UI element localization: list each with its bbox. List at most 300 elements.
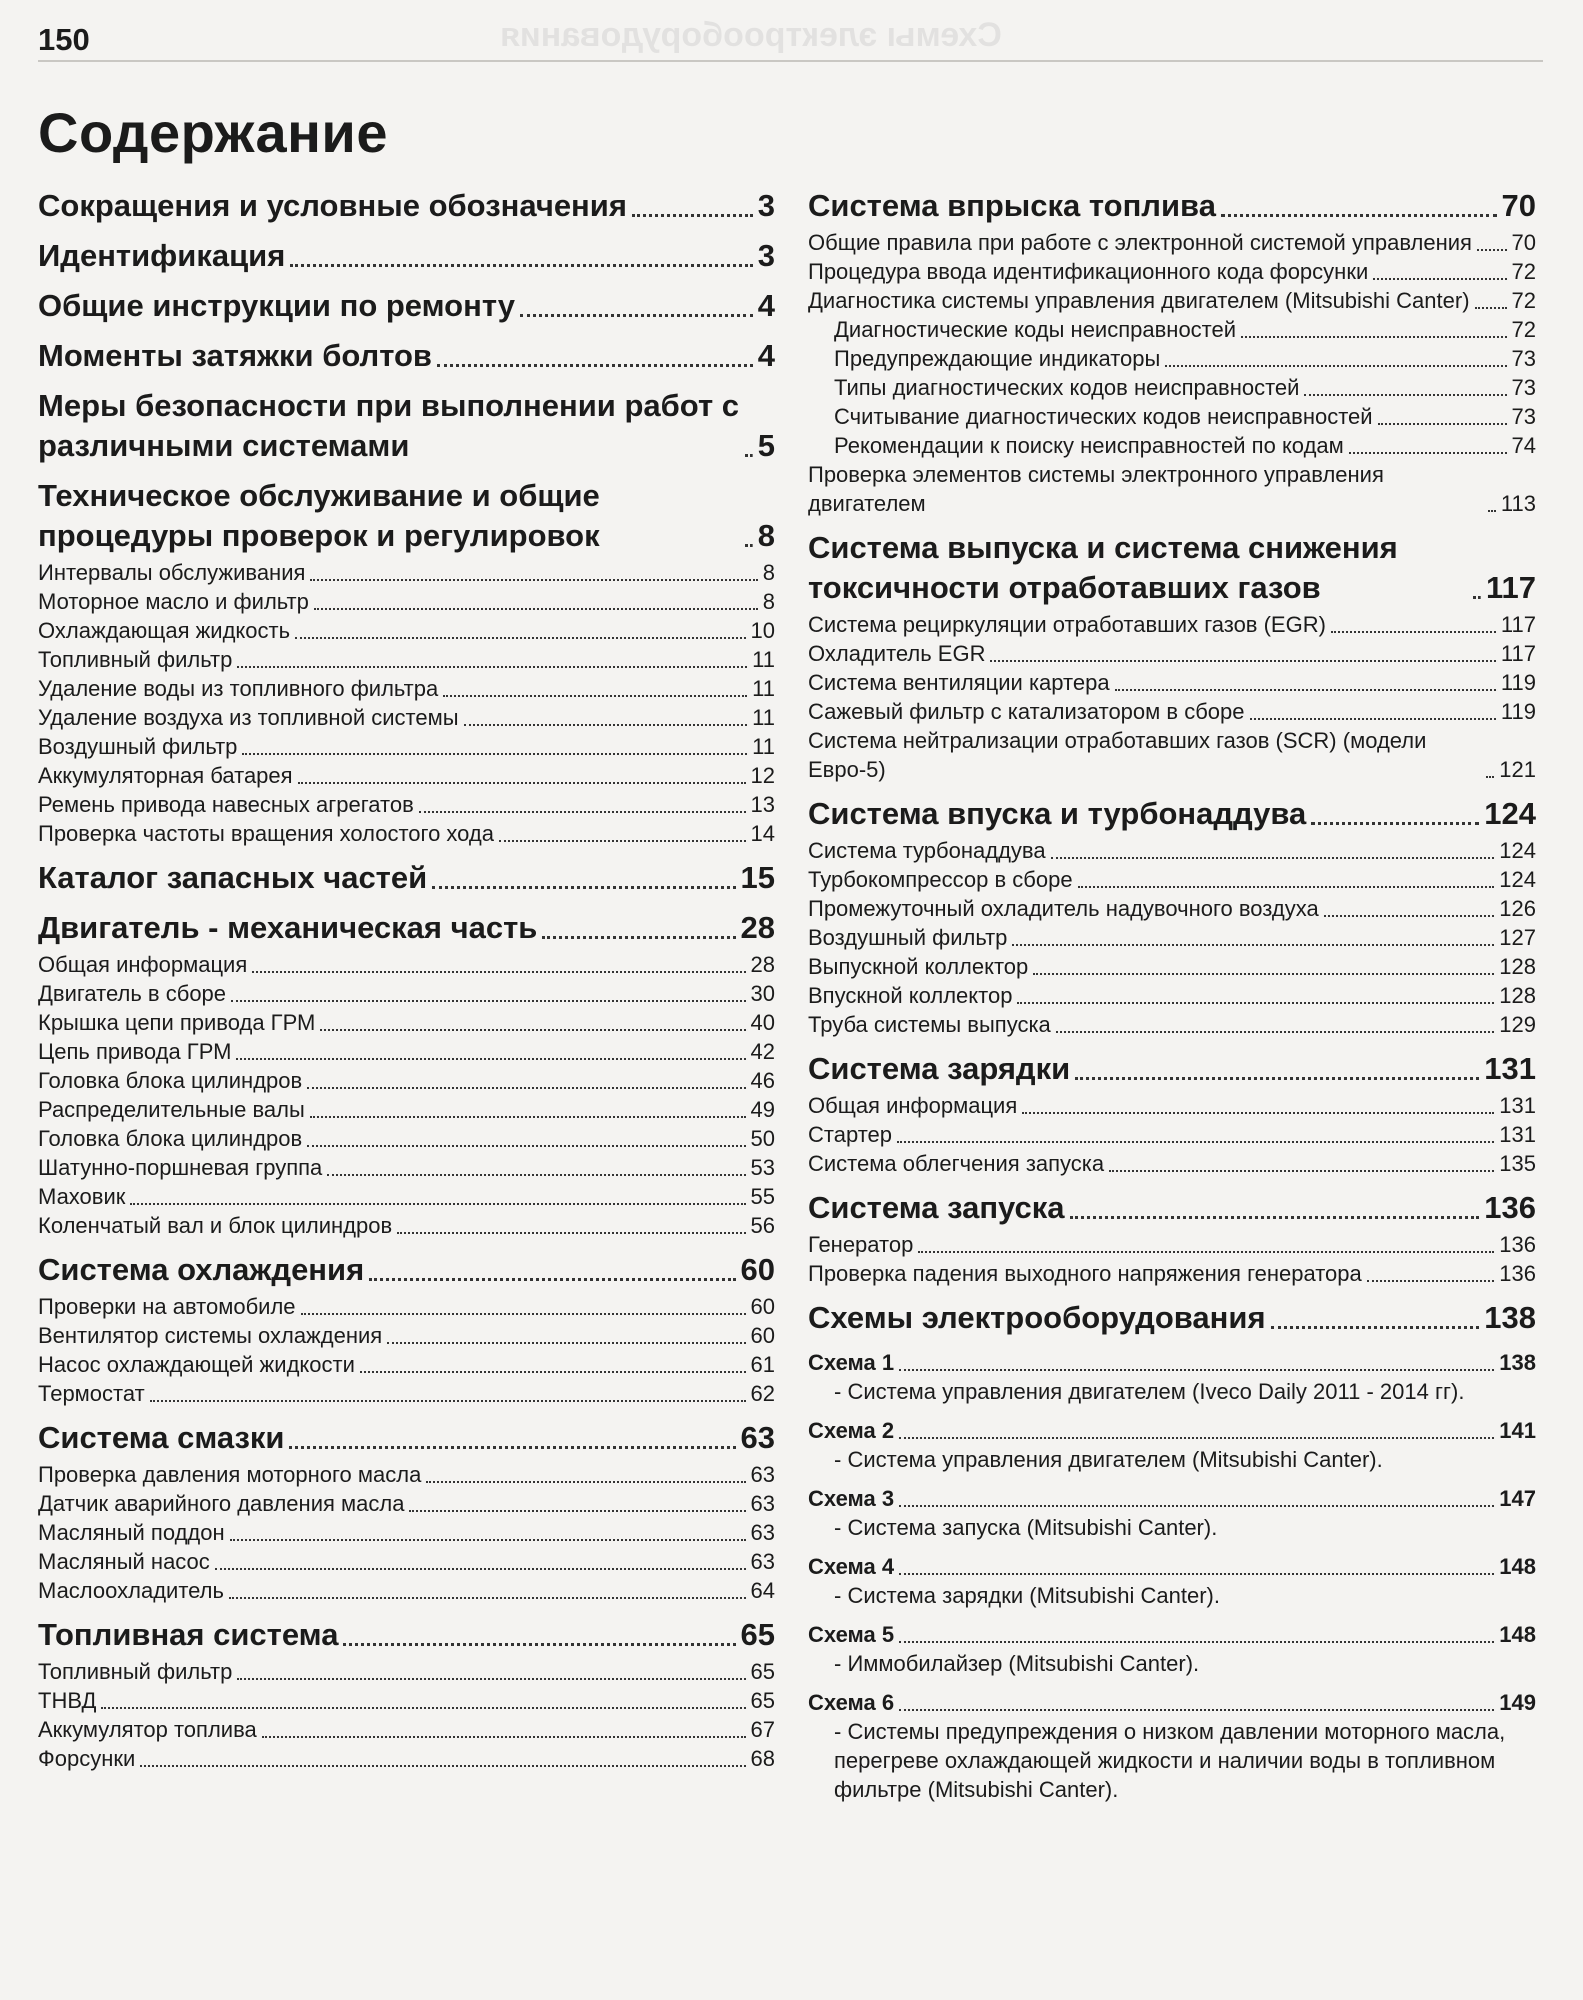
entry-label: Аккумуляторная батарея <box>38 763 293 788</box>
schema-label: Схема 2 <box>808 1418 895 1443</box>
page-ref: 4 <box>757 288 775 323</box>
entry-label: Сажевый фильтр с катализатором в сборе <box>808 699 1245 724</box>
dot-leader <box>231 999 745 1002</box>
page-ref: 136 <box>1484 1190 1536 1225</box>
dot-leader <box>1324 914 1495 917</box>
page-ref: 126 <box>1499 896 1536 921</box>
toc-section <box>38 1615 775 1773</box>
page-ref: 147 <box>1499 1486 1536 1511</box>
toc-entry[interactable] <box>808 668 1536 697</box>
toc-section-heading[interactable] <box>38 476 775 556</box>
toc-entry[interactable] <box>38 1153 775 1182</box>
page-ref: 62 <box>750 1381 775 1406</box>
page-ref: 8 <box>762 589 775 614</box>
dot-leader <box>314 607 758 610</box>
entry-label: Воздушный фильтр <box>808 925 1008 950</box>
entry-label: Маховик <box>38 1184 126 1209</box>
dot-leader <box>290 263 752 267</box>
dot-leader <box>432 885 735 889</box>
toc-entry[interactable] <box>38 979 775 1008</box>
page-ref: 8 <box>762 560 775 585</box>
page-ref: 131 <box>1499 1093 1536 1118</box>
toc-entry[interactable] <box>38 950 775 979</box>
toc-entry[interactable] <box>808 286 1536 315</box>
toc-entry[interactable] <box>808 257 1536 286</box>
schema-entry[interactable] <box>808 1620 1536 1649</box>
dot-leader <box>918 1250 1494 1253</box>
dot-leader <box>745 453 753 457</box>
toc-entry[interactable] <box>808 460 1536 518</box>
page-ref: 136 <box>1499 1261 1536 1286</box>
section-title: Двигатель - механическая часть <box>38 910 538 945</box>
toc-entry[interactable] <box>808 1149 1536 1178</box>
toc-section <box>38 1250 775 1408</box>
page-ref: 8 <box>757 518 775 553</box>
toc-entry[interactable] <box>38 1037 775 1066</box>
page-ref: 11 <box>752 705 775 730</box>
page-ref: 63 <box>750 1520 775 1545</box>
section-title: Схемы электрооборудования <box>808 1300 1266 1335</box>
dot-leader <box>397 1231 745 1234</box>
toc-entry[interactable] <box>38 1008 775 1037</box>
toc-entry[interactable] <box>808 1120 1536 1149</box>
page-ref: 124 <box>1484 796 1536 831</box>
page-ref: 70 <box>1511 230 1536 255</box>
toc-entry[interactable] <box>38 674 775 703</box>
dot-leader <box>745 543 753 547</box>
entry-label: Система вентиляции картера <box>808 670 1110 695</box>
page-ref: 138 <box>1484 1300 1536 1335</box>
toc-section-schemas <box>808 1298 1536 1804</box>
schema-entry[interactable] <box>808 1348 1536 1377</box>
entry-label: Крышка цепи привода ГРМ <box>38 1010 316 1035</box>
entry-label: Масляный поддон <box>38 1520 225 1545</box>
page-ref: 124 <box>1499 867 1536 892</box>
toc-entry[interactable] <box>808 1010 1536 1039</box>
dot-leader <box>140 1764 745 1767</box>
toc-entry[interactable] <box>808 1230 1536 1259</box>
dot-leader <box>1373 277 1506 280</box>
dot-leader <box>464 723 748 726</box>
dot-leader <box>1109 1169 1494 1172</box>
toc-entry[interactable] <box>38 1095 775 1124</box>
page-ref: 135 <box>1499 1151 1536 1176</box>
page-ref: 117 <box>1500 612 1536 637</box>
toc-entry[interactable] <box>38 732 775 761</box>
dot-leader <box>1033 972 1494 975</box>
entry-label: Общие правила при работе с электронной системой управления <box>808 230 1472 255</box>
toc-section <box>808 1188 1536 1288</box>
toc-entry[interactable] <box>38 1182 775 1211</box>
entry-label: Масляный насос <box>38 1549 210 1574</box>
dot-leader <box>1012 943 1494 946</box>
entry-label: Труба системы выпуска <box>808 1012 1051 1037</box>
entry-label: Общая информация <box>808 1093 1018 1118</box>
toc-section-heading[interactable] <box>38 908 775 948</box>
section-title: Моменты затяжки болтов <box>38 338 432 373</box>
page-ref: 63 <box>740 1420 775 1455</box>
page-ref: 10 <box>750 618 775 643</box>
toc-entry[interactable] <box>808 1259 1536 1288</box>
toc-entry[interactable] <box>38 703 775 732</box>
page-number: 150 <box>38 22 90 57</box>
toc-section <box>38 1418 775 1605</box>
dot-leader <box>150 1399 746 1402</box>
schema-description: - Система запуска (Mitsubishi Canter). <box>834 1515 1218 1540</box>
toc-section <box>38 476 775 848</box>
toc-section <box>38 336 775 376</box>
entry-label: Предупреждающие индикаторы <box>834 346 1161 371</box>
page-ref: 74 <box>1511 433 1536 458</box>
page-ref: 65 <box>740 1617 775 1652</box>
toc-entry[interactable] <box>38 1576 775 1605</box>
page-ref: 11 <box>752 734 775 759</box>
dot-leader <box>230 1538 746 1541</box>
page-ref: 149 <box>1499 1690 1536 1715</box>
toc-section-heading[interactable] <box>38 286 775 326</box>
section-title: Система выпуска и система снижения токсичности отработавших газов <box>808 530 1398 605</box>
toc-entry[interactable] <box>808 431 1536 460</box>
dot-leader <box>237 1677 745 1680</box>
page-ref: 61 <box>750 1352 775 1377</box>
page-ref: 50 <box>750 1126 775 1151</box>
page-ref: 128 <box>1499 983 1536 1008</box>
dot-leader <box>899 1572 1494 1575</box>
entry-label: Типы диагностических кодов неисправностей <box>834 375 1300 400</box>
toc-entry[interactable] <box>38 587 775 616</box>
dot-leader <box>409 1509 745 1512</box>
toc-entry[interactable] <box>38 761 775 790</box>
page-ref: 119 <box>1500 699 1536 724</box>
schema-label: Схема 5 <box>808 1622 895 1647</box>
dot-leader <box>307 1086 745 1089</box>
entry-label: Двигатель в сборе <box>38 981 227 1006</box>
entry-label: Ремень привода навесных агрегатов <box>38 792 414 817</box>
entry-label: Шатунно-поршневая группа <box>38 1155 323 1180</box>
entry-label: Проверки на автомобиле <box>38 1294 296 1319</box>
toc-section-heading[interactable] <box>808 1298 1536 1338</box>
dot-leader <box>1477 248 1507 251</box>
toc-entry[interactable] <box>38 1657 775 1686</box>
toc-entry[interactable] <box>808 373 1536 402</box>
toc-entry[interactable] <box>38 1124 775 1153</box>
dot-leader <box>310 1115 746 1118</box>
dot-leader <box>1271 1325 1480 1329</box>
entry-label: Диагностика системы управления двигателем (Mitsubishi Canter) <box>808 288 1470 313</box>
toc-section-heading[interactable] <box>808 1049 1536 1089</box>
schema-label: Схема 1 <box>808 1350 895 1375</box>
entry-label: Охлаждающая жидкость <box>38 618 291 643</box>
toc-entry[interactable] <box>38 1460 775 1489</box>
dot-leader <box>1075 1076 1479 1080</box>
entry-label: Топливный фильтр <box>38 1659 233 1684</box>
entry-label: Проверка частоты вращения холостого хода <box>38 821 494 846</box>
dot-leader <box>1304 393 1506 396</box>
dot-leader <box>1022 1111 1494 1114</box>
bleed-through-heading: Схемы электрооборудования <box>500 16 1002 54</box>
page-ref: 138 <box>1499 1350 1536 1375</box>
entry-label: Головка блока цилиндров <box>38 1068 303 1093</box>
dot-leader <box>1488 509 1496 512</box>
page-ref: 117 <box>1500 641 1536 666</box>
entry-label: Система рециркуляции отработавших газов (EGR) <box>808 612 1326 637</box>
toc-entry[interactable] <box>808 697 1536 726</box>
dot-leader <box>542 935 735 939</box>
dot-leader <box>1250 717 1496 720</box>
dot-leader <box>499 839 746 842</box>
page-title: Содержание <box>38 101 388 164</box>
toc-section-heading[interactable] <box>38 236 775 276</box>
toc-entry[interactable] <box>808 344 1536 373</box>
page-ref: 129 <box>1499 1012 1536 1037</box>
schema-entry[interactable] <box>808 1416 1536 1445</box>
page-ref: 68 <box>750 1746 775 1771</box>
section-title: Система зарядки <box>808 1051 1071 1086</box>
toc-section <box>808 794 1536 1039</box>
toc-section <box>808 186 1536 518</box>
toc-entry[interactable] <box>38 1744 775 1773</box>
entry-label: Цепь привода ГРМ <box>38 1039 232 1064</box>
toc-section-heading[interactable] <box>38 336 775 376</box>
section-title: Топливная система <box>38 1617 339 1652</box>
entry-label: Проверка давления моторного масла <box>38 1462 422 1487</box>
page-ref: 14 <box>750 821 775 846</box>
dot-leader <box>387 1341 745 1344</box>
entry-label: Стартер <box>808 1122 893 1147</box>
dot-leader <box>897 1140 1494 1143</box>
toc-entry[interactable] <box>38 616 775 645</box>
page-ref: 15 <box>740 860 775 895</box>
page-ref: 40 <box>750 1010 775 1035</box>
toc-section-heading[interactable] <box>38 1418 775 1458</box>
toc-entry[interactable] <box>38 819 775 848</box>
page-ref: 63 <box>750 1491 775 1516</box>
entry-label: Топливный фильтр <box>38 647 233 672</box>
page-ref: 4 <box>757 338 775 373</box>
toc-section-heading[interactable] <box>38 386 775 466</box>
dot-leader <box>289 1445 735 1449</box>
toc-entry[interactable] <box>808 894 1536 923</box>
section-title: Меры безопасности при выполнении работ с различными системами <box>38 388 739 463</box>
dot-leader <box>369 1277 735 1281</box>
entry-label: Коленчатый вал и блок цилиндров <box>38 1213 393 1238</box>
dot-leader <box>262 1735 746 1738</box>
page-ref: 63 <box>750 1549 775 1574</box>
toc-entry[interactable] <box>38 1292 775 1321</box>
entry-label: Общая информация <box>38 952 248 977</box>
page-ref: 11 <box>752 647 775 672</box>
entry-label: Удаление воды из топливного фильтра <box>38 676 439 701</box>
schema-label: Схема 6 <box>808 1690 895 1715</box>
section-title: Система охлаждения <box>38 1252 365 1287</box>
toc-entry[interactable] <box>808 228 1536 257</box>
toc-entry[interactable] <box>38 1350 775 1379</box>
dot-leader <box>237 665 747 668</box>
toc-section-heading[interactable] <box>808 794 1536 834</box>
dot-leader <box>1115 688 1496 691</box>
page-ref: 64 <box>750 1578 775 1603</box>
page-ref: 148 <box>1499 1622 1536 1647</box>
dot-leader <box>310 578 757 581</box>
dot-leader <box>1017 1001 1494 1004</box>
page-ref: 113 <box>1500 491 1536 516</box>
page-ref: 5 <box>757 428 775 463</box>
toc-entry[interactable] <box>808 402 1536 431</box>
page-ref: 148 <box>1499 1554 1536 1579</box>
entry-label: Воздушный фильтр <box>38 734 238 759</box>
toc-entry[interactable] <box>808 610 1536 639</box>
entry-label: Головка блока цилиндров <box>38 1126 303 1151</box>
entry-label: Термостат <box>38 1381 145 1406</box>
entry-label: Интервалы обслуживания <box>38 560 306 585</box>
page-ref: 60 <box>750 1323 775 1348</box>
dot-leader <box>899 1368 1494 1371</box>
dot-leader <box>632 213 753 217</box>
entry-label: Процедура ввода идентификационного кода форсунки <box>808 259 1369 284</box>
toc-section <box>808 528 1536 784</box>
dot-leader <box>443 694 747 697</box>
page-ref: 121 <box>1499 757 1536 782</box>
dot-leader <box>437 363 753 367</box>
dot-leader <box>360 1370 746 1373</box>
entry-label: Распределительные валы <box>38 1097 305 1122</box>
entry-label: Удаление воздуха из топливной системы <box>38 705 459 730</box>
page-ref: 73 <box>1511 404 1536 429</box>
page-ref: 60 <box>740 1252 775 1287</box>
page-ref: 60 <box>750 1294 775 1319</box>
page-ref: 119 <box>1500 670 1536 695</box>
page-ref: 11 <box>752 676 775 701</box>
page-ref: 131 <box>1499 1122 1536 1147</box>
dot-leader <box>899 1504 1494 1507</box>
toc-entry[interactable] <box>38 1066 775 1095</box>
page-ref: 72 <box>1511 259 1536 284</box>
toc-entry[interactable] <box>38 1211 775 1240</box>
entry-label: Турбокомпрессор в сборе <box>808 867 1073 892</box>
toc-entry[interactable] <box>38 558 775 587</box>
section-title: Идентификация <box>38 238 286 273</box>
toc-entry[interactable] <box>38 1518 775 1547</box>
entry-label: ТНВД <box>38 1688 97 1713</box>
entry-label: Моторное масло и фильтр <box>38 589 309 614</box>
toc-entry[interactable] <box>808 923 1536 952</box>
entry-label: Впускной коллектор <box>808 983 1013 1008</box>
entry-label: Рекомендации к поиску неисправностей по кодам <box>834 433 1344 458</box>
schema-description: - Системы предупреждения о низком давлении моторного масла, перегреве охлаждающей жидкости и наличии воды в топливном фильтре (Mitsubishi Canter). <box>834 1719 1506 1802</box>
dot-leader <box>1486 775 1494 778</box>
toc-section <box>38 236 775 276</box>
toc-entry[interactable] <box>38 1686 775 1715</box>
section-title: Каталог запасных частей <box>38 860 428 895</box>
page-ref: 49 <box>750 1097 775 1122</box>
toc-entry[interactable] <box>808 726 1536 784</box>
toc-section <box>808 1049 1536 1178</box>
page-ref: 141 <box>1499 1418 1536 1443</box>
entry-label: Генератор <box>808 1232 914 1257</box>
toc-entry[interactable] <box>808 981 1536 1010</box>
toc-entry[interactable] <box>38 1715 775 1744</box>
toc-entry[interactable] <box>38 1547 775 1576</box>
dot-leader <box>301 1312 746 1315</box>
toc-section-heading[interactable] <box>38 858 775 898</box>
dot-leader <box>1475 306 1507 309</box>
toc-entry[interactable] <box>38 790 775 819</box>
toc-section <box>38 858 775 898</box>
page-ref: 127 <box>1499 925 1536 950</box>
toc-section-heading[interactable] <box>808 1188 1536 1228</box>
header-rule <box>38 60 1543 62</box>
dot-leader <box>990 659 1495 662</box>
entry-label: Считывание диагностических кодов неисправностей <box>834 404 1373 429</box>
dot-leader <box>1311 821 1479 825</box>
dot-leader <box>1331 630 1496 633</box>
dot-leader <box>426 1480 745 1483</box>
toc-section-heading[interactable] <box>38 1615 775 1655</box>
page-ref: 128 <box>1499 954 1536 979</box>
entry-label: Система нейтрализации отработавших газов (SCR) (модели Евро-5) <box>808 728 1427 782</box>
dot-leader <box>1367 1279 1495 1282</box>
dot-leader <box>242 752 747 755</box>
toc-entry[interactable] <box>38 1321 775 1350</box>
schema-description: - Иммобилайзер (Mitsubishi Canter). <box>834 1651 1200 1676</box>
toc-section-heading[interactable] <box>38 186 775 226</box>
section-title: Техническое обслуживание и общие процедуры проверок и регулировок <box>38 478 600 553</box>
schema-entry[interactable] <box>808 1552 1536 1581</box>
toc-section <box>38 286 775 326</box>
toc-entry[interactable] <box>808 1091 1536 1120</box>
entry-label: Вентилятор системы охлаждения <box>38 1323 383 1348</box>
dot-leader <box>1473 595 1481 599</box>
section-title: Общие инструкции по ремонту <box>38 288 516 323</box>
entry-label: Промежуточный охладитель надувочного воздуха <box>808 896 1319 921</box>
toc-entry[interactable] <box>808 639 1536 668</box>
page-ref: 63 <box>750 1462 775 1487</box>
entry-label: Выпускной коллектор <box>808 954 1029 979</box>
toc-entry[interactable] <box>808 315 1536 344</box>
page-ref: 56 <box>750 1213 775 1238</box>
page-ref: 67 <box>750 1717 775 1742</box>
toc-entry[interactable] <box>38 1379 775 1408</box>
dot-leader <box>130 1202 745 1205</box>
page-ref: 30 <box>750 981 775 1006</box>
toc-section <box>38 386 775 466</box>
toc-section-heading[interactable] <box>808 528 1536 608</box>
page-ref: 55 <box>750 1184 775 1209</box>
toc-section-heading[interactable] <box>808 186 1536 226</box>
toc-entry[interactable] <box>808 952 1536 981</box>
toc-entry[interactable] <box>808 865 1536 894</box>
toc-entry[interactable] <box>38 645 775 674</box>
toc-section <box>38 908 775 1240</box>
dot-leader <box>899 1708 1494 1711</box>
dot-leader <box>327 1173 745 1176</box>
dot-leader <box>343 1642 735 1646</box>
dot-leader <box>298 781 746 784</box>
entry-label: Система облегчения запуска <box>808 1151 1105 1176</box>
toc-entry[interactable] <box>808 836 1536 865</box>
page-ref: 3 <box>757 188 775 223</box>
entry-label: Насос охлаждающей жидкости <box>38 1352 355 1377</box>
schema-description: - Система зарядки (Mitsubishi Canter). <box>834 1583 1220 1608</box>
toc-entry[interactable] <box>38 1489 775 1518</box>
dot-leader <box>101 1706 745 1709</box>
entry-label: Диагностические коды неисправностей <box>834 317 1237 342</box>
toc-section-heading[interactable] <box>38 1250 775 1290</box>
page-ref: 46 <box>750 1068 775 1093</box>
section-title: Система смазки <box>38 1420 285 1455</box>
schema-entry[interactable] <box>808 1484 1536 1513</box>
schema-entry[interactable] <box>808 1688 1536 1717</box>
